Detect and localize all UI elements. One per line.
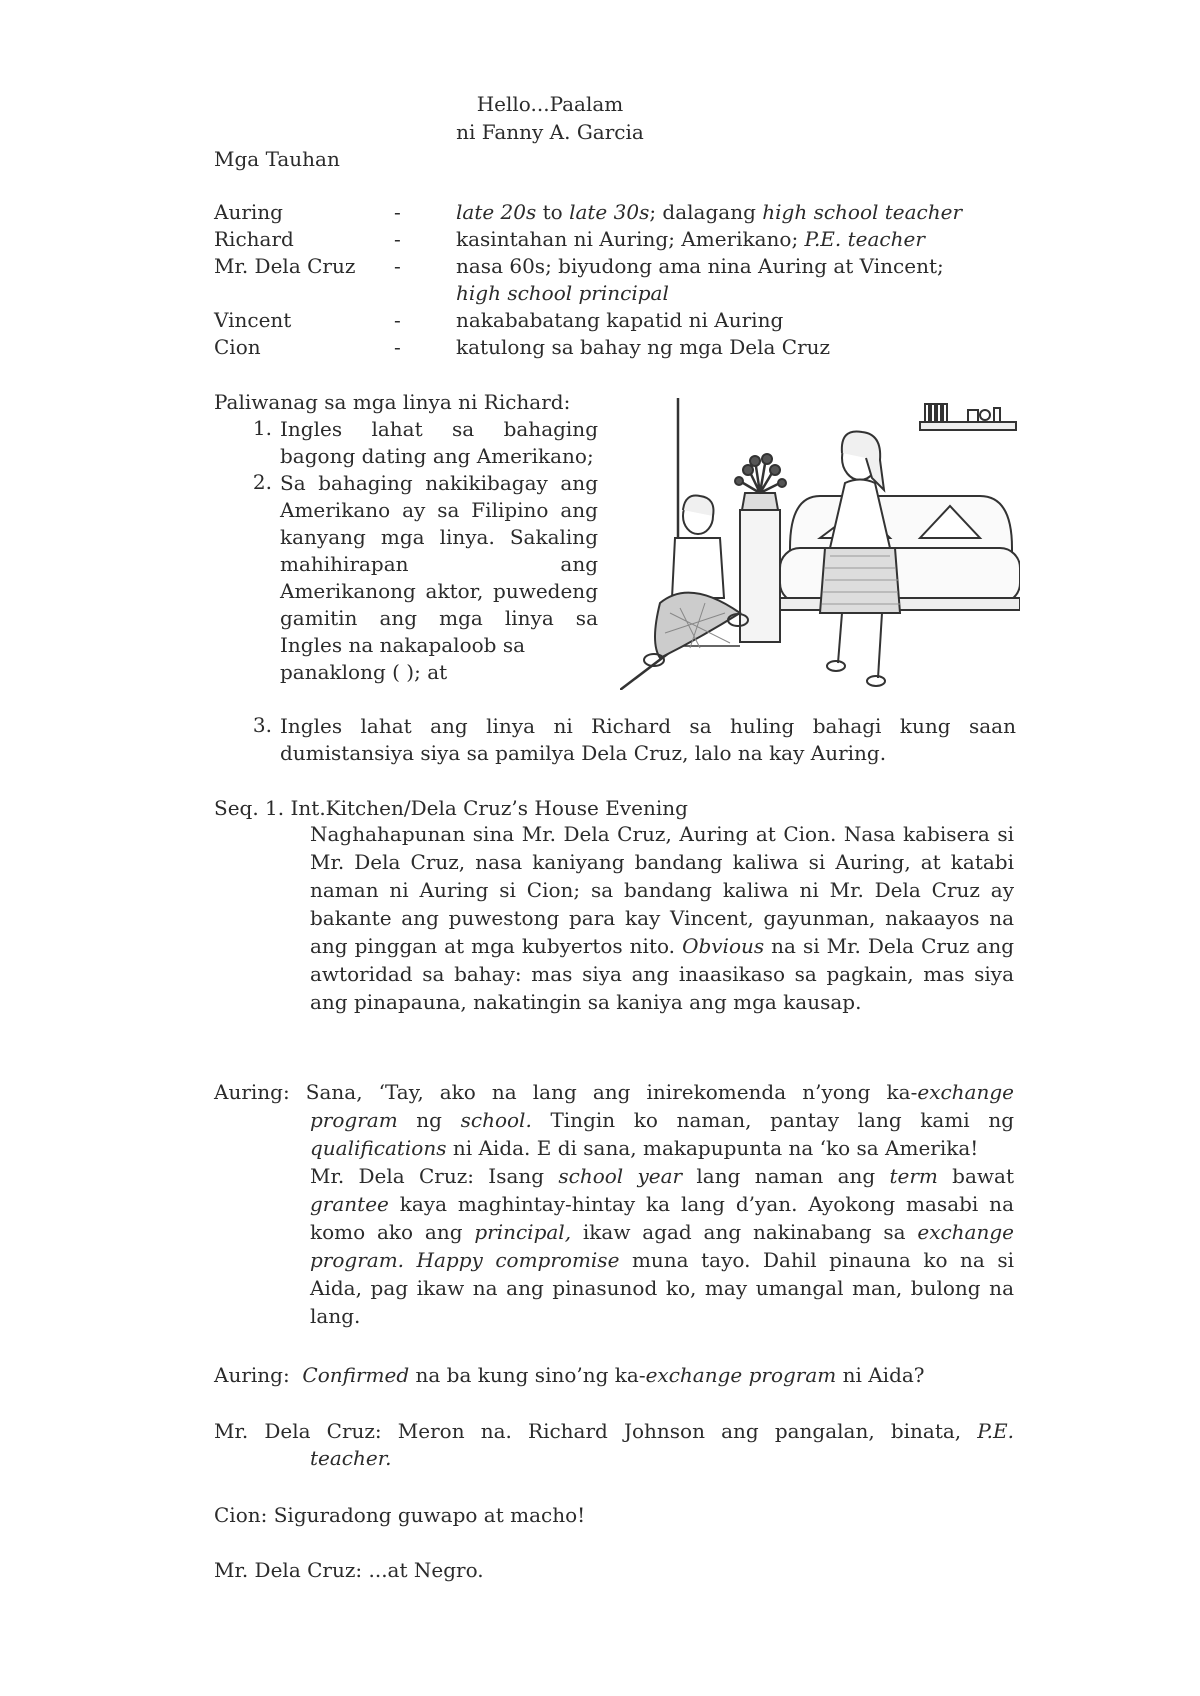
- list-line: Amerikano ay sa Filipino ang: [280, 498, 598, 522]
- cast-desc: kasintahan ni Auring; Amerikano; P.E. teacher: [456, 227, 925, 251]
- dialogue-cion: Cion: Siguradong guwapo at macho!: [214, 1503, 586, 1527]
- cast-name: Auring: [214, 200, 283, 224]
- list-line: Ingles na nakapaloob sa: [280, 633, 525, 657]
- speaker-label: Auring:: [214, 1080, 290, 1104]
- list-line: Ingles lahat ang linya ni Richard sa huling bahagi kung saan: [280, 714, 1016, 738]
- dialogue-auring-2: Auring: Confirmed na ba kung sino’ng ka-exchange program ni Aida?: [214, 1363, 925, 1387]
- scene-heading: Seq. 1. Int.Kitchen/Dela Cruz’s House Evening: [214, 796, 688, 820]
- explanation-heading: Paliwanag sa mga linya ni Richard:: [214, 390, 571, 414]
- list-line: gamitin ang mga linya sa: [280, 606, 598, 630]
- cast-desc-cont: high school principal: [456, 281, 669, 305]
- list-line: mahihirapan ang: [280, 552, 598, 576]
- list-line: Sa bahaging nakikibagay ang: [280, 471, 598, 495]
- list-number: 3.: [252, 713, 272, 737]
- list-line: dumistansiya siya sa pamilya Dela Cruz, lalo na kay Auring.: [280, 741, 887, 765]
- dialogue-auring-1: Auring: Sana, ‘Tay, ako na lang ang inirekomenda n’yong ka-exchange program ng school. Tingin ko naman, pantay lang kami ng qualifications ni Aida. E di sana, makapupunta na ‘ko sa Amerika!: [214, 1080, 1015, 1160]
- cast-dash: -: [394, 254, 401, 278]
- list-number: 1.: [252, 416, 272, 440]
- cast-name: Vincent: [214, 308, 292, 332]
- scene-description: Naghahapunan sina Mr. Dela Cruz, Auring at Cion. Nasa kabisera si Mr. Dela Cruz, nasa kaniyang bandang kaliwa si Auring, at katabi naman ni Auring si Cion; sa bandang kaliwa ni Mr. Dela Cruz ay bakante ang puwestong para kay Vincent, gayunman, nakaayos na ang pinggan at mga kubyertos nito. Obvious na si Mr. Dela Cruz ang awtoridad sa bahay: mas siya ang inaasikaso sa pagkain, mas siya ang pinapauna, nakatingin sa kaniya ang mga kausap.: [310, 822, 1014, 1014]
- play-title: Hello...Paalam: [476, 92, 624, 116]
- list-line: kanyang mga linya. Sakaling: [280, 525, 598, 549]
- living-room-illustration-icon: [620, 398, 1020, 690]
- play-author: ni Fanny A. Garcia: [456, 120, 644, 144]
- list-number: 2.: [252, 470, 272, 494]
- cast-desc: nakababatang kapatid ni Auring: [456, 308, 784, 332]
- cast-name: Mr. Dela Cruz: [214, 254, 356, 278]
- cast-desc: katulong sa bahay ng mga Dela Cruz: [456, 335, 831, 359]
- list-line: Ingles lahat sa bahaging: [280, 417, 598, 441]
- list-line: bagong dating ang Amerikano;: [280, 444, 594, 468]
- cast-dash: -: [394, 200, 401, 224]
- dialogue-line: Mr. Dela Cruz: Meron na. Richard Johnson ang pangalan, binata, P.E.: [214, 1419, 1014, 1443]
- list-line: panaklong ( ); at: [280, 660, 448, 684]
- list-line: Amerikanong aktor, puwedeng: [280, 579, 598, 603]
- speaker-label: Auring:: [214, 1363, 290, 1387]
- cast-desc: nasa 60s; biyudong ama nina Auring at Vincent;: [456, 254, 944, 278]
- cast-heading: Mga Tauhan: [214, 147, 340, 171]
- dialogue-delacruz-1: Mr. Dela Cruz: Isang school year lang naman ang term bawat grantee kaya maghintay-hintay ka lang d’yan. Ayokong masabi na komo ako ang principal, ikaw agad ang nakinabang sa exchange program. Happy compromise muna tayo. Dahil pinauna ko na si Aida, pag ikaw na ang pinasunod ko, may umangal man, bulong na lang.: [310, 1164, 1015, 1328]
- cast-dash: -: [394, 335, 401, 359]
- dialogue-line: teacher.: [310, 1446, 392, 1470]
- cast-name: Richard: [214, 227, 294, 251]
- cast-dash: -: [394, 308, 401, 332]
- dialogue-delacruz-2: [214, 1418, 1014, 1472]
- cast-dash: -: [394, 227, 401, 251]
- cast-desc: late 20s to late 30s; dalagang high school teacher: [456, 200, 963, 224]
- cast-name: Cion: [214, 335, 261, 359]
- dialogue-delacruz-3: Mr. Dela Cruz: ...at Negro.: [214, 1558, 484, 1582]
